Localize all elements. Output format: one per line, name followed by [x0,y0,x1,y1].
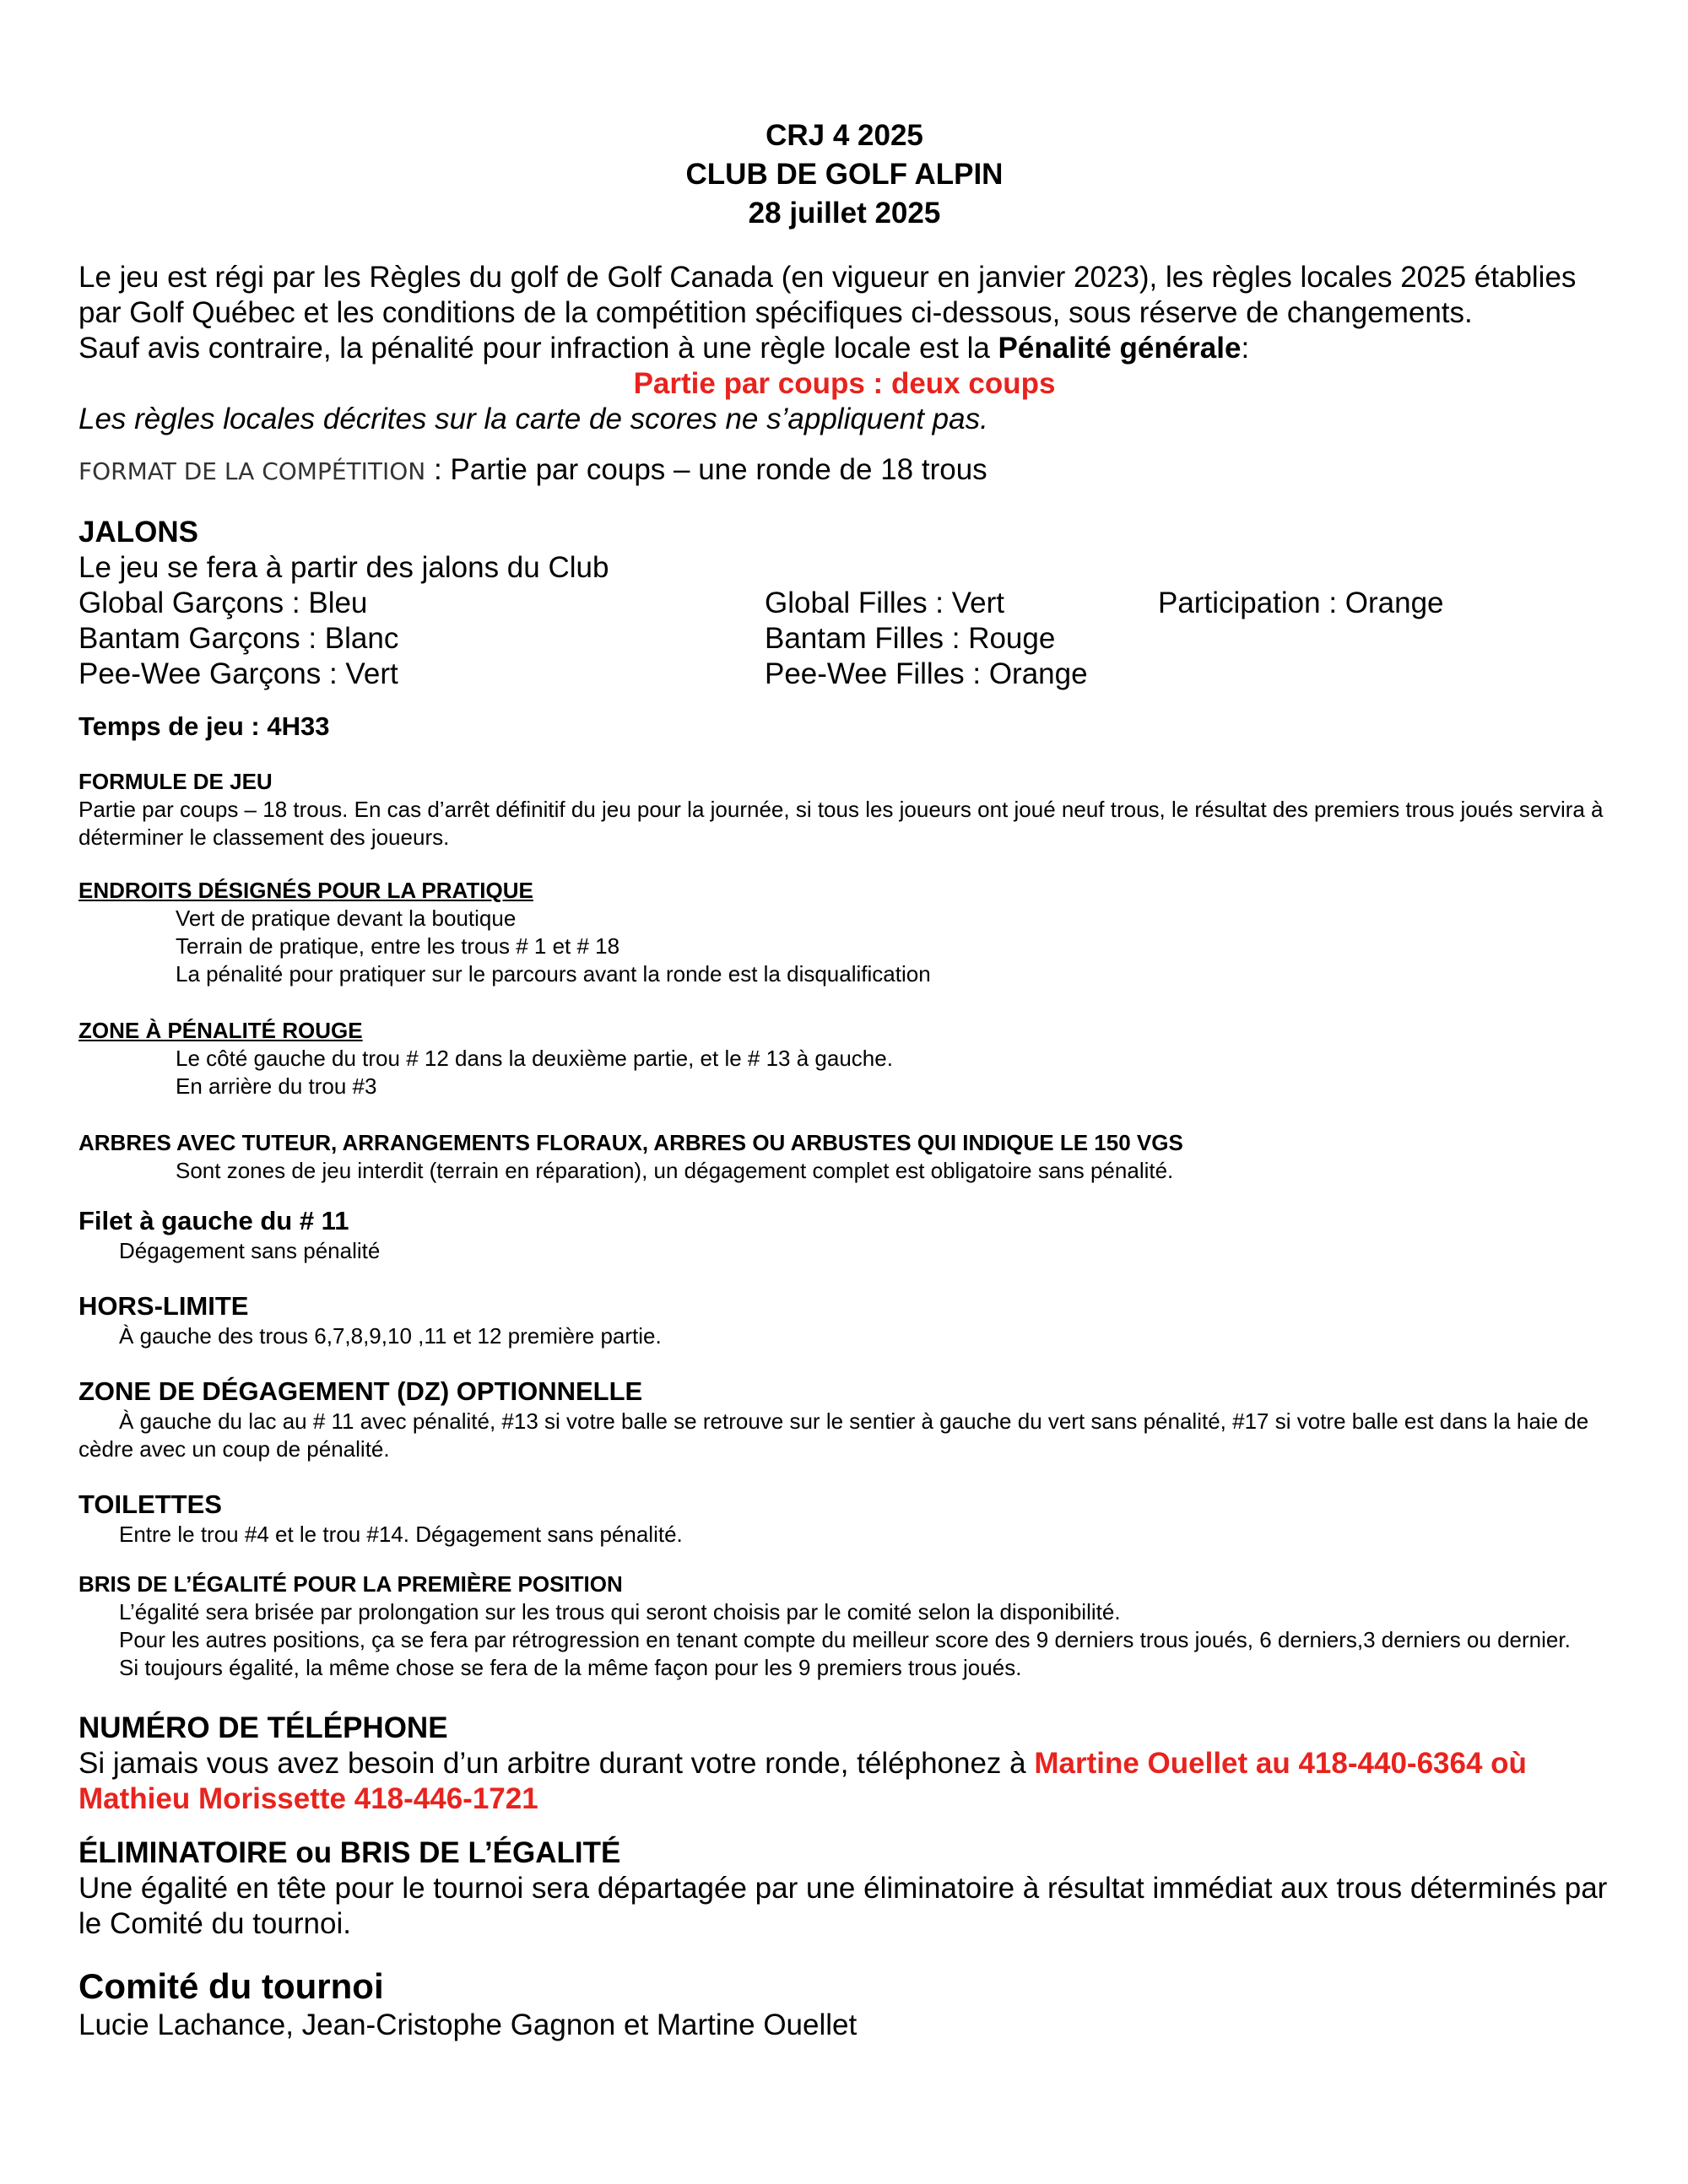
jalon-cell [1158,621,1610,657]
committee-members: Lucie Lachance, Jean-Cristophe Gagnon et Martine Ouellet [78,2008,858,2041]
trees-title: ARBRES AVEC TUTEUR, ARRANGEMENTS FLORAUX, ARBRES OU ARBUSTES QUI INDIQUE LE 150 VGS [78,1130,1183,1155]
formule-title: FORMULE DE JEU [78,769,273,794]
red-zone-item: En arrière du trou #3 [176,1073,377,1099]
committee-section [78,1965,1610,2043]
trees-section [78,1129,1610,1185]
jalons-row [78,657,1610,692]
intro-paragraph: Le jeu est régi par les Règles du golf de Golf Canada (en vigueur en janvier 2023), les règles locales 2025 établies par Golf Québec et les conditions de la compétition spécifiques ci-dessous, sous réserve de changements. [78,261,1577,329]
phone-contacts: Martine Ouellet au 418-440-6364 où Mathieu Morissette 418-446-1721 [78,1747,1527,1815]
phone-title: NUMÉRO DE TÉLÉPHONE [78,1711,448,1744]
tiebreak-title: BRIS DE L’ÉGALITÉ POUR LA PREMIÈRE POSITION [78,1571,623,1597]
phone-section [78,1711,1610,1817]
jalons-row [78,586,1610,621]
jalon-cell [1158,657,1610,692]
doc-header [78,116,1610,233]
jalons-title: JALONS [78,516,198,549]
jalon-cell: Pee-Wee Filles : Orange [765,657,1088,690]
practice-section [78,877,1610,988]
practice-item: Terrain de pratique, entre les trous # 1 et # 18 [176,933,620,959]
drop-zone-section [78,1376,1610,1463]
jalon-cell: Pee-Wee Garçons : Vert [78,657,398,690]
out-of-bounds-title: HORS-LIMITE [78,1291,249,1321]
intro-penalty-bold: Pénalité générale [998,332,1242,365]
intro [78,260,1610,437]
jalon-cell: Global Filles : Vert [765,587,1004,619]
toilets-text: Entre le trou #4 et le trou #14. Dégagement sans pénalité. [119,1522,683,1547]
trees-text: Sont zones de jeu interdit (terrain en réparation), un dégagement complet est obligatoire sans pénalité. [176,1158,1174,1183]
format-label: FORMAT DE LA COMPÉTITION [78,457,426,485]
drop-zone-title: ZONE DE DÉGAGEMENT (DZ) OPTIONNELLE [78,1376,643,1406]
jalons-intro: Le jeu se fera à partir des jalons du Club [78,551,609,584]
formule-text: Partie par coups – 18 trous. En cas d’arrêt définitif du jeu pour la journée, si tous les joueurs ont joué neuf trous, le résultat des premiers trous joués servira à déterminer le classement des joueurs. [78,797,1604,850]
format-value: Partie par coups – une ronde de 18 trous [450,453,987,486]
toilets-section [78,1489,1610,1549]
red-zone-title: ZONE À PÉNALITÉ ROUGE [78,1018,363,1043]
net-text: Dégagement sans pénalité [119,1238,381,1263]
practice-item: La pénalité pour pratiquer sur le parcours avant la ronde est la disqualification [176,961,931,987]
red-zone-item: Le côté gauche du trou # 12 dans la deuxième partie, et le # 13 à gauche. [176,1046,893,1071]
header-date: 28 juillet 2025 [748,197,941,230]
header-event: CRJ 4 2025 [766,119,923,152]
format-sep: : [425,453,451,486]
play-time: Temps de jeu : 4H33 [78,711,330,741]
net-section [78,1205,1610,1265]
header-club: CLUB DE GOLF ALPIN [685,158,1004,191]
phone-text [78,1746,1610,1817]
competition-format [78,452,1610,489]
playoff-section [78,1835,1610,1942]
net-title: Filet à gauche du # 11 [78,1206,349,1235]
tiebreak-section [78,1570,1610,1682]
scorecard-note: Les règles locales décrites sur la carte de scores ne s’appliquent pas. [78,403,988,435]
jalon-cell: Global Garçons : Bleu [78,587,368,619]
intro-penalty-text: Sauf avis contraire, la pénalité pour infraction à une règle locale est la [78,332,998,365]
tiebreak-item: Pour les autres positions, ça se fera par rétrogression en tenant compte du meilleur score des 9 derniers trous joués, 6 derniers,3 derniers ou dernier. [119,1627,1571,1652]
practice-title: ENDROITS DÉSIGNÉS POUR LA PRATIQUE [78,878,533,903]
committee-title: Comité du tournoi [78,1966,384,2006]
jalons-section [78,515,1610,692]
jalon-cell: Participation : Orange [1158,587,1444,619]
drop-zone-text: À gauche du lac au # 11 avec pénalité, #13 si votre balle se retrouve sur le sentier à gauche du vert sans pénalité, #17 si votre balle est dans la haie de cèdre avec un coup de pénalité. [78,1408,1589,1462]
intro-penalty-line [78,331,1610,366]
out-of-bounds-text: À gauche des trous 6,7,8,9,10 ,11 et 12 première partie. [119,1323,662,1349]
penalty-strokes: Partie par coups : deux coups [633,367,1056,400]
phone-intro: Si jamais vous avez besoin d’un arbitre durant votre ronde, téléphonez à [78,1747,1035,1780]
red-zone-section [78,1017,1610,1100]
formule-section [78,768,1610,851]
toilets-title: TOILETTES [78,1489,222,1519]
tiebreak-item: L’égalité sera brisée par prolongation sur les trous qui seront choisis par le comité selon la disponibilité. [119,1599,1121,1624]
practice-item: Vert de pratique devant la boutique [176,905,517,931]
tiebreak-item: Si toujours égalité, la même chose se fera de la même façon pour les 9 premiers trous joués. [119,1655,1022,1680]
jalons-row [78,621,1610,657]
jalon-cell: Bantam Garçons : Blanc [78,622,399,655]
playoff-text: Une égalité en tête pour le tournoi sera départagée par une éliminatoire à résultat immédiat aux trous déterminés par le Comité du tournoi. [78,1872,1608,1940]
playoff-title: ÉLIMINATOIRE ou BRIS DE L’ÉGALITÉ [78,1836,621,1869]
document-page [78,116,1610,2043]
jalon-cell: Bantam Filles : Rouge [765,622,1056,655]
intro-penalty-end: : [1241,332,1250,365]
out-of-bounds-section [78,1290,1610,1350]
